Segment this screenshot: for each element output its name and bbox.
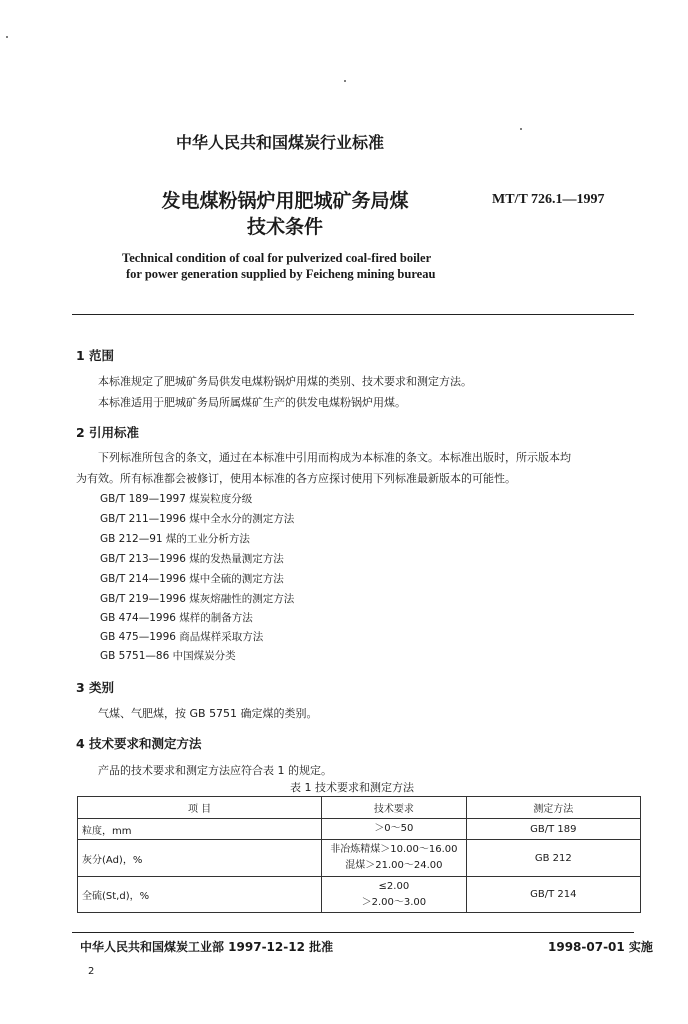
spec-table [77, 796, 641, 913]
reference-item: GB 475—1996 商品煤样采取方法 [100, 631, 264, 643]
reference-item: GB 212—91 煤的工业分析方法 [100, 533, 250, 545]
section-2-paragraph-line1: 下列标准所包含的条文，通过在本标准中引用而构成为本标准的条文。本标准出版时，所示版本均 [98, 451, 571, 464]
header-divider [72, 314, 634, 315]
requirement-line: ＞0～50 [374, 823, 414, 834]
table-cell-item: 全硫(St,d)，% [78, 877, 322, 913]
reference-item: GB 5751—86 中国煤炭分类 [100, 650, 236, 662]
reference-item: GB/T 214—1996 煤中全硫的测定方法 [100, 573, 284, 585]
section-1-heading: 1 范围 [76, 348, 115, 363]
table-cell-method: GB/T 214 [466, 877, 640, 913]
table-cell-item: 粒度，mm [78, 819, 322, 840]
english-title-line2: for power generation supplied by Feicheng mining bureau [126, 267, 436, 281]
table-header-row [78, 797, 641, 819]
scan-speck [520, 128, 522, 130]
table-cell-item: 灰分(Ad)，% [78, 840, 322, 877]
document-title-line2: 技术条件 [246, 216, 323, 238]
document-title-line1: 发电煤粉锅炉用肥城矿务局煤 [161, 190, 409, 212]
section-3-heading: 3 类别 [76, 680, 115, 695]
table-header-requirement: 技术要求 [322, 797, 467, 819]
section-1-paragraph-1: 本标准规定了肥城矿务局供发电煤粉锅炉用煤的类别、技术要求和测定方法。 [98, 375, 472, 388]
page-number: 2 [88, 966, 95, 977]
table-cell-method: GB/T 189 [466, 819, 640, 840]
standard-number: MT/T 726.1—1997 [492, 192, 605, 207]
footer-divider [72, 932, 634, 933]
table-row [78, 840, 641, 877]
table-row [78, 877, 641, 913]
scan-speck [344, 80, 346, 82]
reference-item: GB/T 213—1996 煤的发热量测定方法 [100, 553, 284, 565]
reference-item: GB 474—1996 煤样的制备方法 [100, 612, 253, 624]
section-1-paragraph-2: 本标准适用于肥城矿务局所属煤矿生产的供发电煤粉锅炉用煤。 [98, 396, 406, 409]
table-cell-method: GB 212 [466, 840, 640, 877]
table-cell-requirement [322, 819, 467, 840]
scan-speck [6, 36, 8, 38]
reference-item: GB/T 189—1997 煤炭粒度分级 [100, 493, 253, 505]
section-4-heading: 4 技术要求和测定方法 [76, 736, 202, 751]
requirement-line: 非冶炼精煤＞10.00～16.00 [330, 844, 458, 855]
section-3-paragraph: 气煤、气肥煤，按 GB 5751 确定煤的类别。 [98, 707, 318, 720]
requirement-line: ≤2.00 [378, 880, 410, 892]
reference-item: GB/T 219—1996 煤灰熔融性的测定方法 [100, 593, 295, 605]
table-cell-requirement [322, 840, 467, 877]
table-cell-requirement [322, 877, 467, 913]
table-header-item: 项 目 [78, 797, 322, 819]
requirement-line: 混煤＞21.00～24.00 [345, 860, 443, 871]
section-2-heading: 2 引用标准 [76, 425, 140, 440]
table-row [78, 819, 641, 840]
approval-notice: 中华人民共和国煤炭工业部 1997-12-12 批准 [80, 940, 334, 954]
english-title-line1: Technical condition of coal for pulverized coal-fired boiler [122, 251, 432, 265]
section-4-paragraph: 产品的技术要求和测定方法应符合表 1 的规定。 [98, 764, 332, 777]
requirement-line: ＞2.00～3.00 [361, 896, 427, 908]
section-2-paragraph-line2: 为有效。所有标准都会被修订，使用本标准的各方应探讨使用下列标准最新版本的可能性。 [76, 472, 516, 485]
table-caption: 表 1 技术要求和测定方法 [290, 781, 414, 794]
industry-standard-header: 中华人民共和国煤炭行业标准 [175, 133, 384, 152]
effective-date: 1998-07-01 实施 [548, 940, 653, 954]
reference-item: GB/T 211—1996 煤中全水分的测定方法 [100, 513, 295, 525]
table-header-method: 测定方法 [466, 797, 640, 819]
